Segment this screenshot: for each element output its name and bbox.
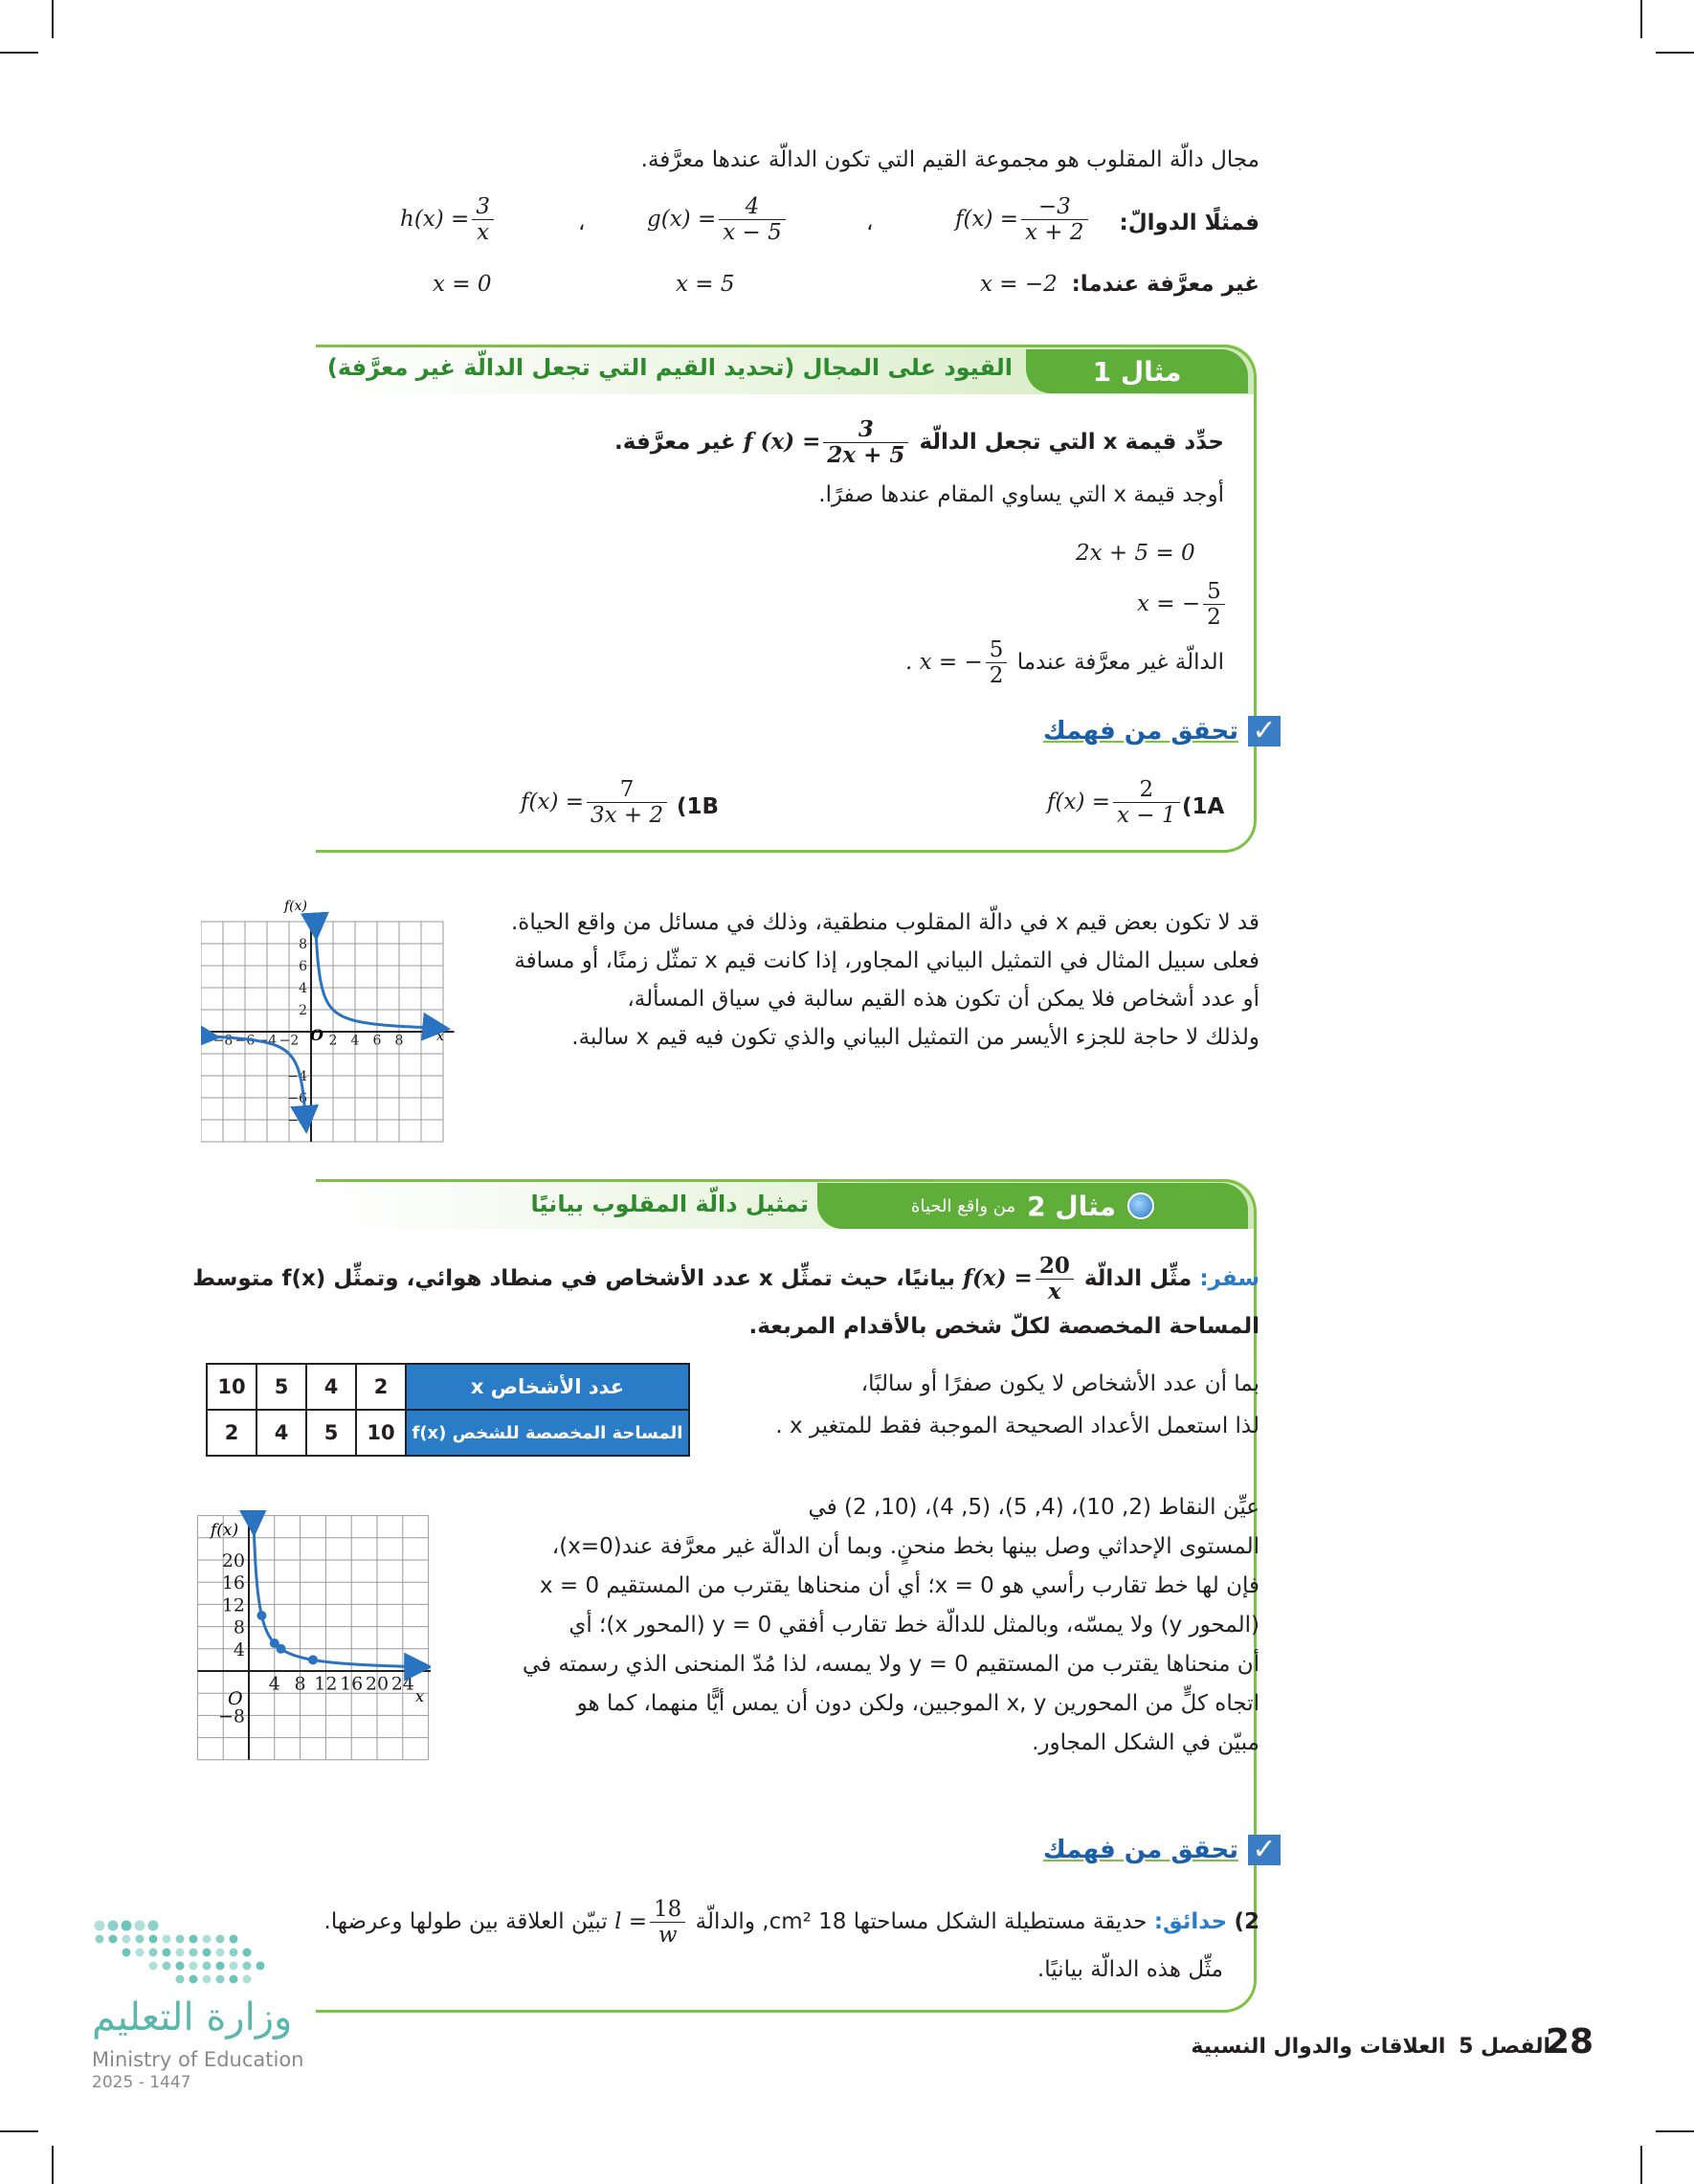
logo-dot: [122, 1921, 132, 1931]
comma: ،: [578, 211, 586, 235]
ministry-name-ar: وزارة التعليم: [92, 1995, 293, 2039]
logo-dot: [243, 1975, 252, 1984]
x-tick-label: 24: [390, 1673, 414, 1695]
logo-dot: [163, 1949, 171, 1957]
logo-dot: [216, 1975, 225, 1984]
check1a-tag: (1A: [1182, 794, 1225, 819]
g-example: g(x) = $\frac{4}{x - 5}$: [647, 194, 789, 246]
h-example: h(x) = $\frac{3}{x}$: [400, 194, 497, 246]
f-undefined: x = −2: [980, 272, 1058, 297]
logo-dot: [176, 1975, 185, 1984]
logo-dot: [216, 1949, 225, 1957]
example2-paragraph: عيِّن النقاط (2, 10)، (4, 5)، (5, 4)، (10, 2) في المستوى الإحداثي وصل بينها بخط منحنٍ. وبما أن الدالّة غير معرَّفة عند(x=0)، فإن لها خط تقارب رأسي هو x = 0؛ أي أن منحناها يقترب من المستقيم x = 0 (المحور y) ولا يمسّه، وبالمثل للدالّة خط تقارب أفقي y = 0 (المحور x)؛ أي أن منحناها يقترب من المستقيم y = 0 ولا يمسه، لذا مُدّ المنحنى الذي رسمته في اتجاه كلٍّ من المحورين x, y الموجبين، ولكن دون أن يمس أيًّا منهما، كما هو مبيّن في الشكل المجاور.: [522, 1495, 1259, 1755]
logo-dot: [189, 1935, 198, 1944]
logo-dot: [230, 1949, 238, 1957]
x-tick-label: 2: [328, 1033, 338, 1049]
h-undefined: x = 0: [433, 272, 492, 297]
logo-dot: [203, 1949, 212, 1957]
crop-mark: [1640, 2146, 1642, 2184]
logo-dot: [203, 1935, 212, 1944]
check-icon: ✓: [1248, 716, 1281, 747]
logo-dot: [149, 1935, 158, 1944]
graph2-ylabel: f(x): [211, 1521, 239, 1540]
example1-step: أوجد قيمة x التي يساوي المقام عندها صفرًا.: [818, 482, 1224, 507]
g-undefined: x = 5: [676, 272, 735, 297]
intro-line: مجال دالّة المقلوب هو مجموعة القيم التي تكون الدالّة عندها معرَّفة.: [640, 147, 1259, 172]
logo-dot: [189, 1962, 198, 1971]
check-understanding-2: ✓ تحقق من فهمك: [1043, 1835, 1281, 1865]
logo-dot: [149, 1949, 158, 1957]
logo-dot: [176, 1962, 185, 1971]
logo-dot: [136, 1935, 145, 1944]
y-tick-label: 6: [299, 959, 307, 974]
logo-dot: [163, 1935, 171, 1944]
x-tick-label: 16: [340, 1673, 364, 1695]
logo-dot: [176, 1935, 185, 1944]
graph1-ylabel: f(x): [284, 899, 308, 914]
check1b-expr: f(x) = $\frac{7}{3x + 2}$: [521, 777, 670, 829]
gardens-topic: حدائق:: [1153, 1908, 1228, 1934]
crop-mark: [52, 2146, 54, 2184]
globe-icon: [1127, 1192, 1154, 1219]
y-tick-label: −4: [287, 1069, 307, 1084]
ministry-year: 2025 - 1447: [92, 2073, 191, 2092]
x-tick-label: −2: [279, 1033, 300, 1049]
y-tick-label: 4: [299, 981, 307, 996]
crop-mark: [0, 52, 38, 54]
check1b-tag: (1B: [677, 794, 720, 819]
y-tick-label: −8: [287, 1113, 307, 1128]
logo-dot: [243, 1962, 252, 1971]
example1-eq2: x = − $\frac{5}{2}$: [1137, 579, 1228, 631]
logo-dot: [95, 1921, 105, 1931]
logo-dot: [176, 1949, 185, 1957]
para1: قد لا تكون بعض قيم x في دالّة المقلوب منطقية، وذلك في مسائل من واقع الحياة. فعلى سبيل المثال في التمثيل البياني المجاور، إذا كانت قيم x تمثّل زمنًا، أو مسافة أو عدد أشخاص فلا يمكن أن تكون هذه القيم سالبة في سياق المسألة، ولذلك لا حاجة للجزء الأيسر من التمثيل البياني والذي تكون فيه قيم x سالبة.: [510, 910, 1259, 1050]
travel-topic: سفر:: [1199, 1265, 1259, 1291]
example1-conclusion: الدالّة غير معرَّفة عندما . x = − $\frac{5}{2}$: [904, 637, 1224, 689]
table-cell: 10: [207, 1364, 256, 1410]
logo-dot: [123, 1949, 131, 1957]
crop-mark: [0, 2130, 38, 2132]
table-cell: 4: [306, 1364, 356, 1410]
logo-dot: [149, 1962, 158, 1971]
data-point: [308, 1655, 318, 1664]
example2-explain: بما أن عدد الأشخاص لا يكون صفرًا أو سالبًا، لذا استعمل الأعداد الصحيحة الموجبة فقط للمتغير x .: [775, 1371, 1259, 1438]
crop-mark: [1656, 52, 1694, 54]
logo-dot: [243, 1949, 252, 1957]
example1-question: حدِّد قيمة x التي تجعل الدالّة f (x) = $\frac{3}{2x + 5}$ غير معرَّفة.: [614, 416, 1224, 469]
graph2-origin: O: [228, 1688, 243, 1709]
example2-tab: من واقع الحياة مثال 2: [817, 1183, 1248, 1229]
y-tick-label: −6: [287, 1091, 307, 1106]
y-tick-label: 12: [221, 1594, 245, 1616]
logo-dot: [135, 1921, 145, 1931]
logo-dot: [189, 1975, 198, 1984]
graph1-origin: O: [310, 1026, 323, 1044]
logo-dot: [148, 1921, 159, 1931]
x-tick-label: 6: [372, 1033, 382, 1049]
table-cell: 10: [356, 1410, 406, 1456]
graph1-curve-right: [316, 927, 437, 1029]
x-tick-label: −8: [212, 1033, 234, 1049]
logo-dot: [109, 1935, 118, 1944]
y-tick-label: 8: [299, 937, 307, 952]
logo-dot: [96, 1935, 104, 1944]
y-tick-label: −8: [217, 1705, 245, 1727]
example1-eq1: 2x + 5 = 0: [1076, 541, 1195, 566]
logo-dot: [256, 1962, 265, 1971]
logo-dot: [230, 1935, 238, 1944]
table-header: عدد الأشخاص x: [406, 1364, 689, 1410]
logo-dot: [203, 1975, 212, 1984]
y-tick-label: 2: [299, 1003, 307, 1018]
y-tick-label: 16: [221, 1572, 245, 1594]
examples-label: فمثلًا الدوالّ:: [1119, 211, 1259, 235]
f-example: f(x) = $\frac{-3}{x + 2}$: [955, 194, 1091, 246]
table-row: [207, 1364, 689, 1410]
page-number: 28: [1546, 2022, 1594, 2061]
logo-dot: [230, 1962, 238, 1971]
crop-mark: [1640, 0, 1642, 38]
table-header: المساحة المخصصة للشخص f(x): [406, 1410, 689, 1456]
logo-dot: [108, 1921, 119, 1931]
logo-dot: [189, 1949, 198, 1957]
logo-dot: [123, 1935, 131, 1944]
x-tick-label: 20: [365, 1673, 390, 1695]
check1a-expr: f(x) = $\frac{2}{x - 1}$: [1047, 777, 1183, 829]
logo-dot: [216, 1962, 225, 1971]
data-point: [277, 1644, 286, 1654]
reciprocal-graph-2: [165, 1510, 431, 1773]
footer-chapter: الفصل 5 العلاقات والدوال النسبية: [1191, 2035, 1550, 2059]
logo-dot: [163, 1962, 171, 1971]
example2-title: تمثيل دالّة المقلوب بيانيًا: [530, 1191, 809, 1217]
logo-dot: [230, 1975, 238, 1984]
reciprocal-graph-1: [201, 895, 457, 1149]
y-tick-label: 4: [233, 1638, 245, 1660]
table-cell: 4: [256, 1410, 306, 1456]
x-tick-label: 4: [268, 1673, 280, 1695]
logo-dot: [203, 1962, 212, 1971]
graph2-xlabel: x: [415, 1687, 425, 1705]
check-icon: ✓: [1248, 1835, 1281, 1865]
x-tick-label: 12: [314, 1673, 338, 1695]
values-table: [206, 1363, 690, 1457]
check2-question: 2) حدائق: حديقة مستطيلة الشكل مساحتها 18 cm², والدالّة l = $\frac{18}{w}$ تبيّن العلاقة بين طولها وعرضها. مثِّل هذه الدالّة بيانيًا.: [323, 1897, 1259, 1982]
example1-title: القيود على المجال (تحديد القيم التي تجعل الدالّة غير معرَّفة): [326, 354, 1013, 381]
check-understanding-1: ✓ تحقق من فهمك: [1043, 716, 1281, 747]
x-tick-label: −4: [256, 1033, 278, 1049]
graph1-xlabel: x: [436, 1029, 444, 1044]
example1-tab: مثال 1: [1026, 349, 1248, 393]
y-tick-label: 20: [221, 1550, 245, 1571]
x-tick-label: 4: [350, 1033, 360, 1049]
x-tick-label: −6: [234, 1033, 256, 1049]
logo-dot: [136, 1949, 145, 1957]
x-tick-label: 8: [294, 1673, 306, 1695]
table-cell: 5: [306, 1410, 356, 1456]
crop-mark: [1656, 2130, 1694, 2132]
example2-question: سفر: مثِّل الدالّة f(x) = $\frac{20}{x}$ بيانيًا، حيث تمثِّل x عدد الأشخاص في منطاد هوائي، وتمثِّل f(x) متوسط المساحة المخصصة لكلّ شخص بالأقدام المربعة.: [192, 1253, 1259, 1339]
undefined-label: غير معرَّفة عندما:: [1071, 272, 1259, 297]
logo-dot: [216, 1935, 225, 1944]
table-cell: 5: [256, 1364, 306, 1410]
y-tick-label: 8: [233, 1616, 245, 1638]
ministry-name-en: Ministry of Education: [92, 2048, 304, 2071]
x-tick-label: 8: [394, 1033, 404, 1049]
table-cell: 2: [356, 1364, 406, 1410]
comma: ،: [866, 211, 874, 235]
data-point: [256, 1611, 266, 1620]
table-cell: 2: [207, 1410, 256, 1456]
crop-mark: [52, 0, 54, 38]
ministry-logo-dots: [92, 1914, 302, 1991]
table-row: [207, 1410, 689, 1456]
